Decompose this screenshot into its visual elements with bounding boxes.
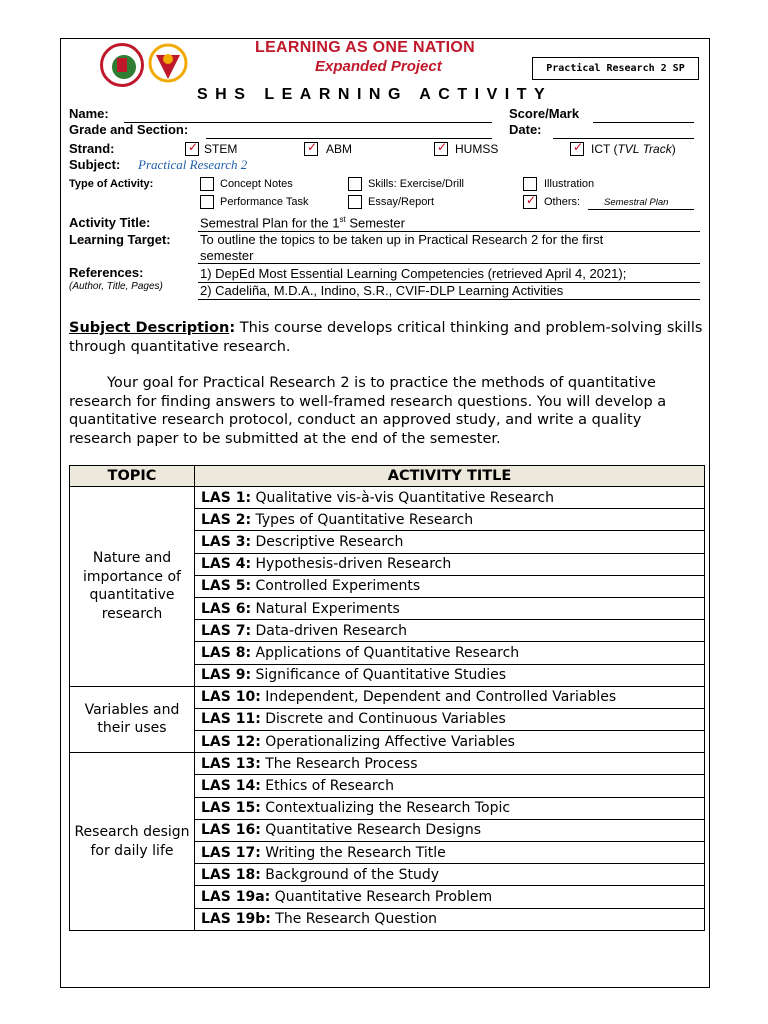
las-title: The Research Process [260, 755, 418, 772]
others-checkbox[interactable] [523, 195, 537, 209]
activity-cell [195, 531, 705, 553]
activity-type-label: Type of Activity: [69, 178, 154, 190]
subject-description: Subject Description: This course develops critical thinking and problem-solving skills through quantitative research. [69, 320, 703, 355]
table-row [70, 487, 705, 509]
reference-1: 1) DepEd Most Essential Learning Competencies (retrieved April 4, 2021); [200, 266, 627, 281]
las-code: LAS 10: [201, 689, 261, 706]
las-title: Applications of Quantitative Research [251, 644, 520, 661]
las-code: LAS 13: [201, 755, 261, 772]
activity-cell [195, 908, 705, 930]
las-title: Quantitative Research Problem [270, 888, 493, 905]
las-title: Controlled Experiments [251, 578, 421, 595]
others-value: Semestral Plan [604, 197, 669, 208]
subject-box: Practical Research 2 SP [532, 57, 699, 80]
performance-task-label: Performance Task [220, 196, 309, 208]
grade-label: Grade and Section: [69, 122, 189, 137]
las-title: Descriptive Research [251, 533, 404, 550]
learning-target-underline [198, 263, 700, 264]
las-title: Qualitative vis-à-vis Quantitative Research [251, 489, 554, 506]
activity-cell [195, 686, 705, 708]
subject-description-heading: Subject Description [69, 320, 230, 336]
essay-report-checkbox[interactable] [348, 195, 362, 209]
date-field[interactable] [553, 138, 694, 139]
activity-cell [195, 886, 705, 908]
las-code: LAS 16: [201, 822, 261, 839]
name-label: Name: [69, 106, 109, 121]
las-title: Natural Experiments [251, 600, 400, 617]
activity-cell [195, 620, 705, 642]
references-sublabel: (Author, Title, Pages) [69, 281, 163, 292]
las-title: Significance of Quantitative Studies [251, 667, 507, 684]
las-code: LAS 1: [201, 489, 252, 506]
las-title: Hypothesis-driven Research [251, 556, 452, 573]
activity-cell [195, 509, 705, 531]
strand-abm-checkbox[interactable] [304, 142, 318, 156]
las-code: LAS 19a: [201, 888, 271, 905]
cvif-dlp-logo [148, 43, 188, 83]
activity-cell [195, 575, 705, 597]
strand-ict-checkbox[interactable] [570, 142, 584, 156]
subject-label: Subject: [69, 157, 121, 172]
score-label: Score/Mark [509, 106, 580, 121]
las-title: Data-driven Research [251, 622, 407, 639]
las-code: LAS 4: [201, 556, 252, 573]
date-label: Date: [509, 122, 542, 137]
las-title: Discrete and Continuous Variables [260, 711, 506, 728]
las-title: Independent, Dependent and Controlled Variables [260, 689, 617, 706]
las-title: The Research Question [270, 911, 438, 928]
grade-field[interactable] [206, 138, 492, 139]
essay-report-label: Essay/Report [368, 196, 435, 208]
strand-stem-label: STEM [204, 142, 238, 156]
illustration-checkbox[interactable] [523, 177, 537, 191]
school-seal-logo [100, 43, 144, 87]
las-code: LAS 18: [201, 866, 261, 883]
las-title: Contextualizing the Research Topic [260, 800, 511, 817]
reference-2: 2) Cadeliña, M.D.A., Indino, S.R., CVIF-DLP Learning Activities [200, 283, 564, 298]
activity-cell [195, 708, 705, 730]
topic-cell: Variables and their uses [70, 686, 195, 753]
activity-title-label: Activity Title: [69, 215, 151, 230]
las-code: LAS 15: [201, 800, 261, 817]
las-code: LAS 2: [201, 511, 252, 528]
goal-paragraph: Your goal for Practical Research 2 is to practice the methods of quantitative research for finding answers to well-framed research questions. You will develop a quantitative research protocol, conduct an approved study, and write a quality research paper to be submitted at the end of the semester. [69, 375, 667, 447]
activity-cell [195, 753, 705, 775]
las-title: Types of Quantitative Research [251, 511, 474, 528]
las-title: Background of the Study [260, 866, 440, 883]
strand-abm-label: ABM [326, 142, 353, 156]
las-code: LAS 9: [201, 667, 252, 684]
activity-cell [195, 664, 705, 686]
exercise-drill-label: Skills: Exercise/Drill [368, 178, 464, 190]
las-code: LAS 14: [201, 778, 261, 795]
concept-notes-checkbox[interactable] [200, 177, 214, 191]
table-row [70, 753, 705, 775]
activity-cell [195, 797, 705, 819]
main-title: SHS LEARNING ACTIVITY [197, 86, 553, 103]
las-code: LAS 6: [201, 600, 252, 617]
activity-cell [195, 553, 705, 575]
activity-cell [195, 842, 705, 864]
las-title: Ethics of Research [260, 778, 394, 795]
performance-task-checkbox[interactable] [200, 195, 214, 209]
las-code: LAS 12: [201, 733, 261, 750]
activity-cell [195, 597, 705, 619]
las-code: LAS 5: [201, 578, 252, 595]
strand-stem-checkbox[interactable] [185, 142, 199, 156]
las-code: LAS 11: [201, 711, 261, 728]
activity-cell [195, 642, 705, 664]
strand-humss-label: HUMSS [455, 142, 499, 156]
las-code: LAS 7: [201, 622, 252, 639]
las-code: LAS 8: [201, 644, 252, 661]
reference-2-underline [198, 299, 700, 300]
learning-target-line2: semester [200, 248, 254, 263]
las-title: Quantitative Research Designs [260, 822, 482, 839]
strand-humss-checkbox[interactable] [434, 142, 448, 156]
table-row [70, 686, 705, 708]
activity-cell [195, 819, 705, 841]
others-field[interactable] [588, 209, 694, 210]
activity-cell [195, 775, 705, 797]
score-field[interactable] [593, 122, 694, 123]
learning-target-line1: To outline the topics to be taken up in Practical Research 2 for the first [200, 232, 604, 247]
activity-title-header: ACTIVITY TITLE [195, 466, 705, 487]
activity-cell [195, 731, 705, 753]
las-title: Writing the Research Title [260, 844, 446, 861]
org-title: LEARNING AS ONE NATION [255, 39, 475, 56]
subject-value: Practical Research 2 [138, 157, 248, 172]
strand-ict-label: ICT (TVL Track) [591, 142, 676, 156]
exercise-drill-checkbox[interactable] [348, 177, 362, 191]
las-code: LAS 3: [201, 533, 252, 550]
strand-label: Strand: [69, 141, 115, 156]
las-code: LAS 19b: [201, 911, 271, 928]
others-label: Others: [544, 196, 581, 208]
las-table [69, 465, 705, 931]
references-label: References: [69, 265, 144, 280]
las-code: LAS 17: [201, 844, 261, 861]
topic-cell: Research design for daily life [70, 753, 195, 931]
topic-cell: Nature and importance of quantitative research [70, 487, 195, 687]
org-subtitle: Expanded Project [315, 58, 442, 75]
learning-target-label: Learning Target: [69, 232, 171, 247]
topic-header: TOPIC [70, 466, 195, 487]
activity-cell [195, 864, 705, 886]
las-title: Operationalizing Affective Variables [260, 733, 515, 750]
activity-cell [195, 487, 705, 509]
table-header-row [70, 466, 705, 487]
activity-title-value: Semestral Plan for the 1st Semester [200, 215, 405, 231]
illustration-label: Illustration [544, 178, 595, 190]
concept-notes-label: Concept Notes [220, 178, 293, 190]
